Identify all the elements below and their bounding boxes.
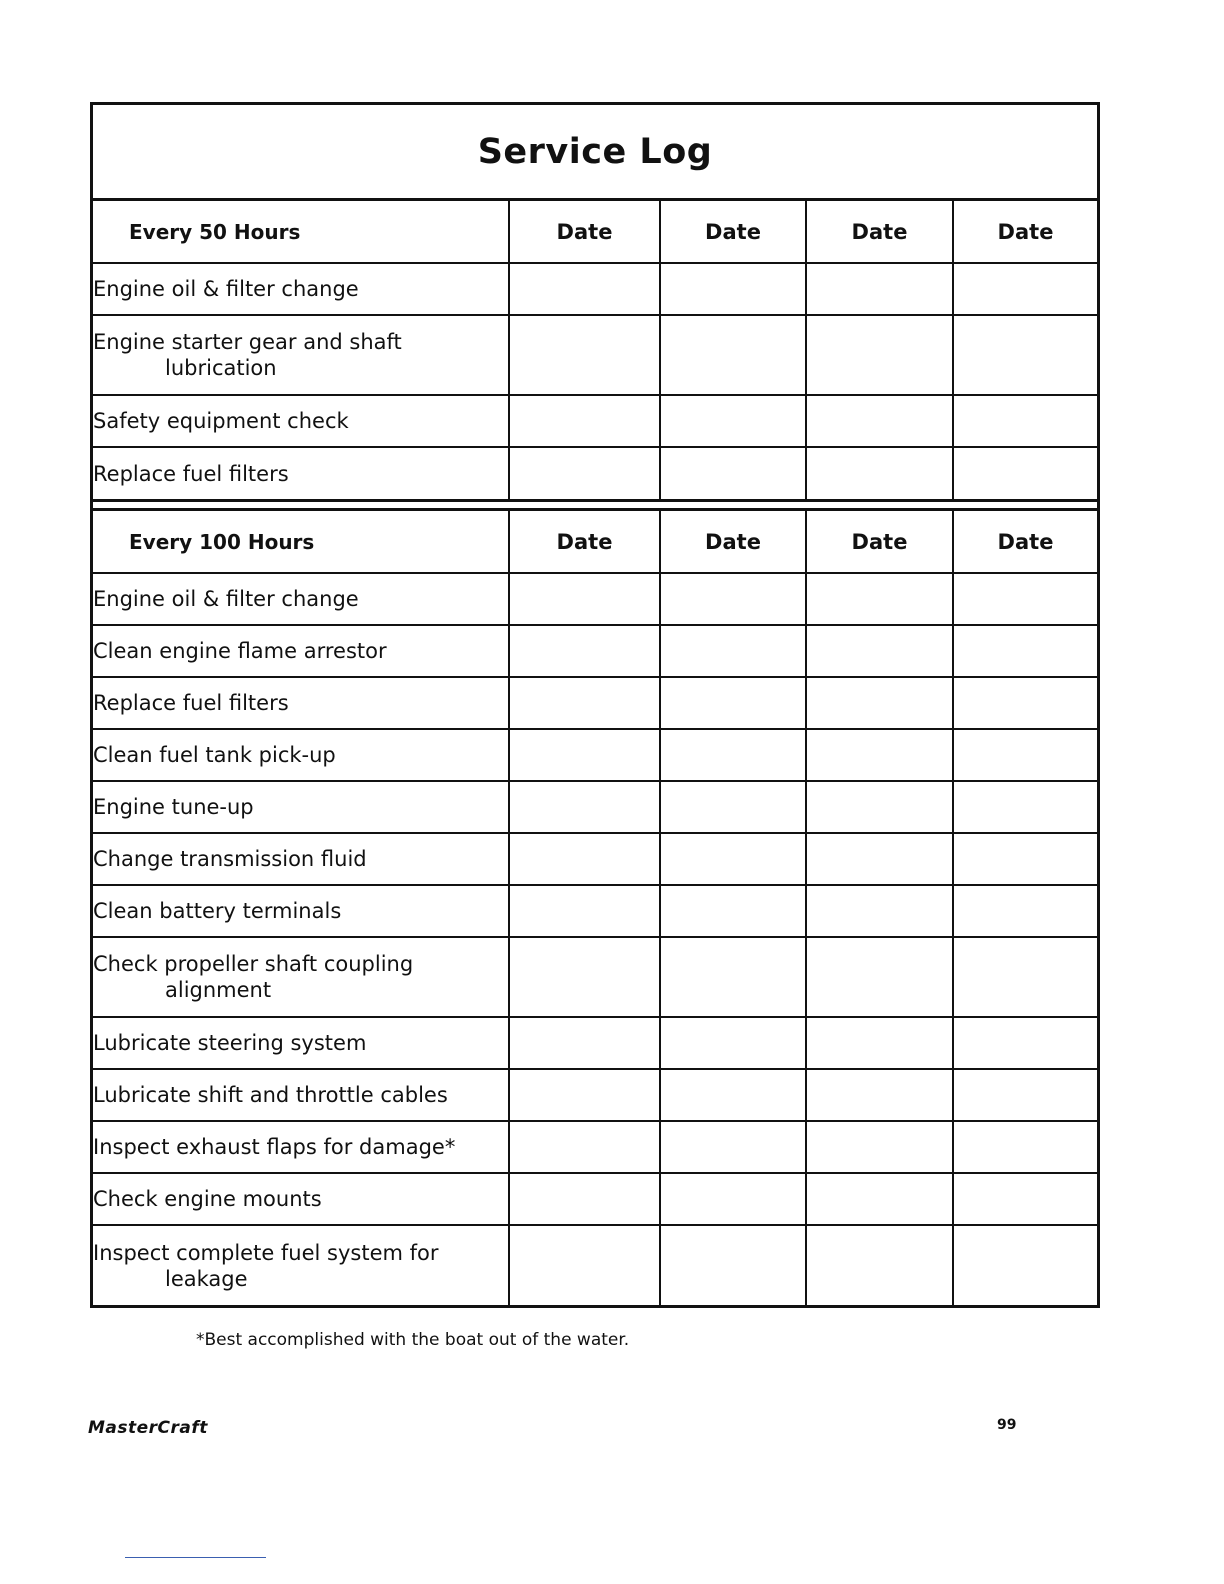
table-row: [93, 263, 1097, 315]
task-label: [93, 833, 509, 885]
date-cell[interactable]: [509, 885, 660, 937]
task-label: [93, 395, 509, 447]
task-line: Clean battery terminals: [93, 899, 342, 923]
task-label: [93, 729, 509, 781]
date-cell[interactable]: [806, 263, 953, 315]
date-cell[interactable]: [953, 1173, 1097, 1225]
date-column-header: Date: [509, 511, 660, 573]
date-cell[interactable]: [509, 1225, 660, 1305]
date-cell[interactable]: [953, 677, 1097, 729]
date-cell[interactable]: [660, 1121, 806, 1173]
date-cell[interactable]: [509, 625, 660, 677]
date-cell[interactable]: [660, 781, 806, 833]
date-cell[interactable]: [660, 447, 806, 499]
date-cell[interactable]: [806, 1017, 953, 1069]
date-cell[interactable]: [953, 833, 1097, 885]
task-line: Engine oil & filter change: [93, 277, 359, 301]
table-row: [93, 395, 1097, 447]
date-cell[interactable]: [806, 885, 953, 937]
date-cell[interactable]: [806, 1173, 953, 1225]
table-row: [93, 315, 1097, 395]
task-line: Engine oil & filter change: [93, 587, 359, 611]
table-row: [93, 1017, 1097, 1069]
table-row: [93, 781, 1097, 833]
date-cell[interactable]: [509, 677, 660, 729]
section-heading: Every 50 Hours: [93, 201, 509, 263]
date-cell[interactable]: [806, 1121, 953, 1173]
task-label: [93, 885, 509, 937]
date-cell[interactable]: [806, 833, 953, 885]
table-row: [93, 885, 1097, 937]
date-cell[interactable]: [806, 447, 953, 499]
date-cell[interactable]: [509, 833, 660, 885]
date-cell[interactable]: [660, 1225, 806, 1305]
date-cell[interactable]: [806, 625, 953, 677]
date-cell[interactable]: [660, 1069, 806, 1121]
date-cell[interactable]: [660, 1017, 806, 1069]
date-cell[interactable]: [509, 781, 660, 833]
task-label: [93, 447, 509, 499]
table-row: [93, 1173, 1097, 1225]
section-divider: [93, 499, 1097, 511]
task-label: [93, 315, 509, 395]
date-cell[interactable]: [953, 625, 1097, 677]
service-log-table: [90, 102, 1100, 1308]
date-cell[interactable]: [806, 573, 953, 625]
date-cell[interactable]: [953, 885, 1097, 937]
date-cell[interactable]: [660, 885, 806, 937]
section-50-hours: [93, 201, 1097, 499]
task-line-continued: alignment: [165, 978, 272, 1002]
task-line: Check propeller shaft coupling: [93, 952, 414, 976]
date-cell[interactable]: [660, 1173, 806, 1225]
task-line: Clean engine flame arrestor: [93, 639, 387, 663]
date-cell[interactable]: [660, 937, 806, 1017]
date-cell[interactable]: [953, 1225, 1097, 1305]
date-cell[interactable]: [509, 1017, 660, 1069]
page-number: 99: [997, 1417, 1017, 1433]
date-cell[interactable]: [953, 937, 1097, 1017]
task-label: [93, 1069, 509, 1121]
date-cell[interactable]: [660, 573, 806, 625]
date-column-header: Date: [806, 511, 953, 573]
table-row: [93, 573, 1097, 625]
date-cell[interactable]: [953, 447, 1097, 499]
date-cell[interactable]: [509, 1069, 660, 1121]
section-heading: Every 100 Hours: [93, 511, 509, 573]
section-header: [93, 511, 1097, 573]
date-cell[interactable]: [806, 1069, 953, 1121]
date-cell[interactable]: [953, 1069, 1097, 1121]
task-line-continued: leakage: [165, 1266, 248, 1291]
date-cell[interactable]: [953, 263, 1097, 315]
task-label: [93, 573, 509, 625]
date-column-header: Date: [509, 201, 660, 263]
section-header: [93, 201, 1097, 263]
task-line: Engine tune-up: [93, 795, 254, 819]
date-cell[interactable]: [806, 937, 953, 1017]
date-cell[interactable]: [660, 315, 806, 395]
date-cell[interactable]: [509, 937, 660, 1017]
date-column-header: Date: [953, 511, 1097, 573]
section-100-hours: [93, 511, 1097, 1305]
date-cell[interactable]: [660, 625, 806, 677]
date-column-header: Date: [953, 201, 1097, 263]
table-row: [93, 729, 1097, 781]
date-cell[interactable]: [660, 263, 806, 315]
task-line: Check engine mounts: [93, 1187, 322, 1211]
date-cell[interactable]: [953, 729, 1097, 781]
date-column-header: Date: [660, 511, 806, 573]
task-label: [93, 937, 509, 1017]
task-line: Clean fuel tank pick-up: [93, 743, 336, 767]
date-cell[interactable]: [953, 1121, 1097, 1173]
task-line: Lubricate steering system: [93, 1031, 367, 1055]
table-row: [93, 447, 1097, 499]
task-label: [93, 1225, 509, 1305]
brand-logo-text: MasterCraft: [88, 1418, 208, 1438]
date-cell[interactable]: [806, 395, 953, 447]
date-cell[interactable]: [509, 1121, 660, 1173]
date-cell[interactable]: [509, 447, 660, 499]
date-cell[interactable]: [806, 1225, 953, 1305]
date-cell[interactable]: [806, 677, 953, 729]
date-cell[interactable]: [509, 573, 660, 625]
task-label: [93, 1121, 509, 1173]
table-row: [93, 1225, 1097, 1305]
date-cell[interactable]: [509, 315, 660, 395]
table-row: [93, 1069, 1097, 1121]
page-title: Service Log: [477, 131, 713, 172]
date-cell[interactable]: [806, 729, 953, 781]
date-cell[interactable]: [806, 315, 953, 395]
date-cell[interactable]: [953, 1017, 1097, 1069]
date-cell[interactable]: [806, 781, 953, 833]
table-row: [93, 677, 1097, 729]
task-line: Change transmission fluid: [93, 847, 367, 871]
table-row: [93, 1121, 1097, 1173]
date-cell[interactable]: [953, 315, 1097, 395]
table-row: [93, 833, 1097, 885]
task-line: Safety equipment check: [93, 409, 349, 433]
task-label: [93, 677, 509, 729]
task-label: [93, 781, 509, 833]
date-cell[interactable]: [953, 395, 1097, 447]
task-label: [93, 1017, 509, 1069]
task-line: Inspect complete fuel system for: [93, 1240, 439, 1265]
date-cell[interactable]: [953, 573, 1097, 625]
date-cell[interactable]: [660, 729, 806, 781]
task-line-continued: lubrication: [165, 356, 277, 380]
date-column-header: Date: [660, 201, 806, 263]
date-cell[interactable]: [660, 677, 806, 729]
date-cell[interactable]: [509, 729, 660, 781]
date-cell[interactable]: [509, 1173, 660, 1225]
date-cell[interactable]: [509, 395, 660, 447]
date-cell[interactable]: [660, 395, 806, 447]
scan-artifact-line: [125, 1557, 266, 1558]
title-bar: [93, 105, 1097, 201]
task-line: Inspect exhaust flaps for damage*: [93, 1135, 456, 1159]
table-row: [93, 937, 1097, 1017]
date-cell[interactable]: [660, 833, 806, 885]
task-label: [93, 625, 509, 677]
task-label: [93, 1173, 509, 1225]
table-row: [93, 625, 1097, 677]
task-line: Engine starter gear and shaft: [93, 330, 402, 354]
date-cell[interactable]: [953, 781, 1097, 833]
date-column-header: Date: [806, 201, 953, 263]
task-line: Replace fuel filters: [93, 461, 289, 486]
task-line: Lubricate shift and throttle cables: [93, 1083, 448, 1107]
task-line: Replace fuel filters: [93, 691, 289, 715]
footnote: *Best accomplished with the boat out of the water.: [196, 1330, 630, 1350]
date-cell[interactable]: [509, 263, 660, 315]
task-label: [93, 263, 509, 315]
